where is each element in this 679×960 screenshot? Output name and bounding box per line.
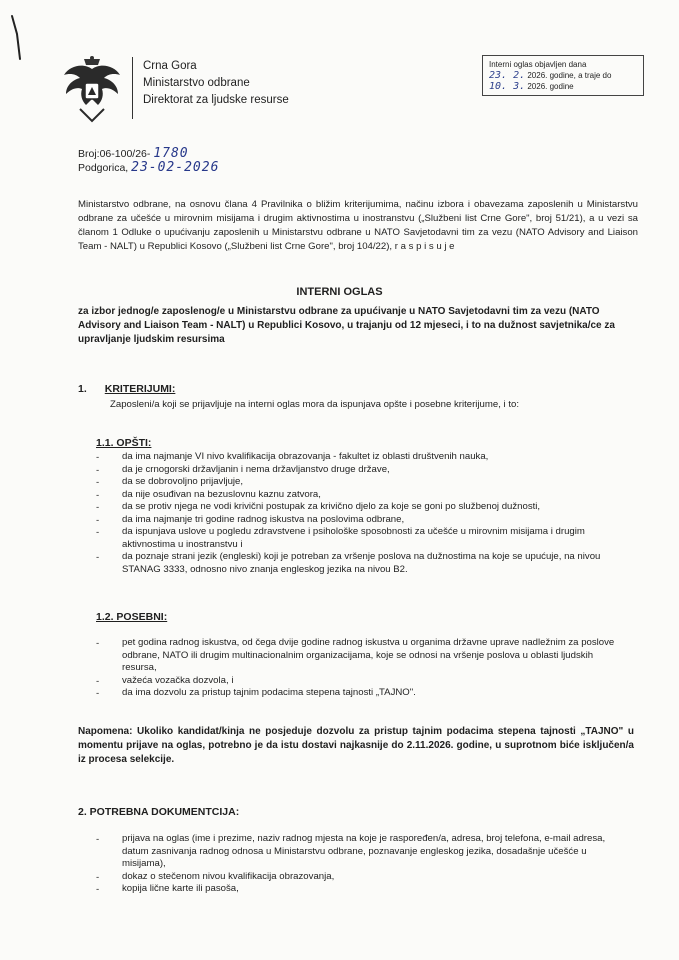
reference-date-handwritten: 23-02-2026 bbox=[131, 160, 220, 175]
stamp-date-from: 23. 2. bbox=[489, 70, 526, 81]
list-item: - da se dobrovoljno prijavljuje, bbox=[96, 476, 626, 489]
special-criteria-list bbox=[96, 637, 626, 700]
reference-date: Podgorica, 23-02-2026 bbox=[78, 160, 220, 175]
stamp-line-3: 10. 3. 2026. godine bbox=[489, 81, 574, 92]
document-title: INTERNI OGLAS bbox=[296, 286, 383, 298]
list-item: - da je crnogorski državljanin i nema državljanstvo druge države, bbox=[96, 464, 626, 477]
list-item: - da nije osuđivan na bezuslovnu kaznu zatvora, bbox=[96, 489, 626, 502]
documents-list bbox=[96, 833, 626, 896]
list-item: - dokaz o stečenom nivou kvalifikacija obrazovanja, bbox=[96, 871, 626, 884]
document-subtitle: za izbor jednog/e zaposlenog/e u Ministarstvu odbrane za upućivanje u NATO Savjetodavni tim za vezu (NATO Advisory and Liaison Team - NALT) u Republici Kosovo, u trajanju od 12 mjeseci, i to na dužnost savjetnika/ce za upravljanje ljudskim resursima bbox=[78, 306, 615, 345]
section-2-heading: 2. POTREBNA DOKUMENTCIJA: bbox=[78, 806, 240, 818]
org-line-country: Crna Gora bbox=[143, 60, 197, 72]
list-item: - da poznaje strani jezik (engleski) koji je potreban za vršenje poslova na dužnostima na koje se upućuje, na nivou STANAG 3333, odnosno nivo znanja engleskog jezika na nivou B2. bbox=[96, 551, 626, 576]
section-1-heading: 1. KRITERIJUMI: bbox=[78, 383, 176, 395]
reference-block bbox=[78, 147, 219, 175]
list-item: - da ima najmanje tri godine radnog iskustva na poslovima odbrane, bbox=[96, 514, 626, 527]
list-item: - prijava na oglas (ime i prezime, naziv radnog mjesta na koje je raspoređen/a, adresa, broj telefona, e-mail adresa, datum zasnivanja radnog odnosa u Ministarstvu odbrane, poznavanje engleskog jezika, dosadašnje učešće u misijama), bbox=[96, 833, 626, 871]
reference-number: Broj:06-100/26- 1780 bbox=[78, 146, 189, 161]
general-criteria-list bbox=[96, 451, 626, 576]
list-item: - da se protiv njega ne vodi krivični postupak za krivično djelo za koje se goni po službenoj dužnosti, bbox=[96, 501, 626, 514]
org-line-ministry: Ministarstvo odbrane bbox=[143, 77, 250, 89]
coat-of-arms-icon bbox=[60, 55, 124, 125]
list-item: - kopija lične karte ili pasoša, bbox=[96, 883, 626, 896]
list-item: - važeća vozačka dozvola, i bbox=[96, 675, 626, 688]
list-item: - pet godina radnog iskustva, od čega dvije godine radnog iskustva u organima državne uprave nadležnim za poslove odbrane, NATO ili drugim multinacionalnim organizacijama, koje se odnosi na vršenje poslova u oblasti ljudskih resursa, bbox=[96, 637, 626, 675]
list-item: - da ima dozvolu za pristup tajnim podacima stepena tajnosti „TAJNO". bbox=[96, 687, 626, 700]
note-paragraph: Napomena: Ukoliko kandidat/kinja ne posjeduje dozvolu za pristup tajnim podacima stepena tajnosti „TAJNO" u momentu prijave na oglas, potrebno je da istu dostavi najkasnije do 2.11.2026. godine, u suprotnom biće isključen/a iz procesa selekcije. bbox=[78, 726, 634, 765]
pen-stroke-mark bbox=[8, 14, 28, 64]
organization-name bbox=[143, 58, 289, 109]
list-item: - da ispunjava uslove u pogledu zdravstvene i psihološke sposobnosti za učešće u mirovnim misijama i drugim aktivnostima u inostranstvu i bbox=[96, 526, 626, 551]
stamp-date-to: 10. 3. bbox=[489, 81, 526, 92]
list-item: - da ima najmanje VI nivo kvalifikacija obrazovanja - fakultet iz oblasti društvenih nauka, bbox=[96, 451, 626, 464]
publication-stamp bbox=[482, 55, 644, 96]
stamp-line-1: Interni oglas objavljen dana bbox=[489, 60, 587, 69]
section-1-intro: Zaposleni/a koji se prijavljuje na interni oglas mora da ispunjava opšte i posebne kriterijume, i to: bbox=[110, 399, 520, 410]
letterhead-divider bbox=[132, 57, 133, 119]
general-criteria-heading: 1.1. OPŠTI: bbox=[96, 437, 152, 449]
reference-number-handwritten: 1780 bbox=[153, 146, 189, 161]
stamp-line-2: 23. 2. 2026. godine, a traje do bbox=[489, 70, 612, 81]
org-line-directorate: Direktorat za ljudske resurse bbox=[143, 94, 289, 106]
special-criteria-heading: 1.2. POSEBNI: bbox=[96, 611, 168, 623]
intro-paragraph: Ministarstvo odbrane, na osnovu člana 4 Pravilnika o bližim kriterijumima, načinu izbora i obavezama zaposlenih u Ministarstvu odbrane za učešće u mirovnim misijama i drugim aktivnostima u inostranstvu („Službeni list Crne Gore", broj 51/21), a u vezi sa članom 1 Odluke o upućivanju zaposlenih u Ministarstvu odbrane u NATO Savjetodavni tim za vezu (NATO Advisory and Liaison Team - NALT) u Republici Kosovo („Službeni list Crne Gore", broj 104/22), r a s p i s u j e bbox=[78, 199, 638, 252]
